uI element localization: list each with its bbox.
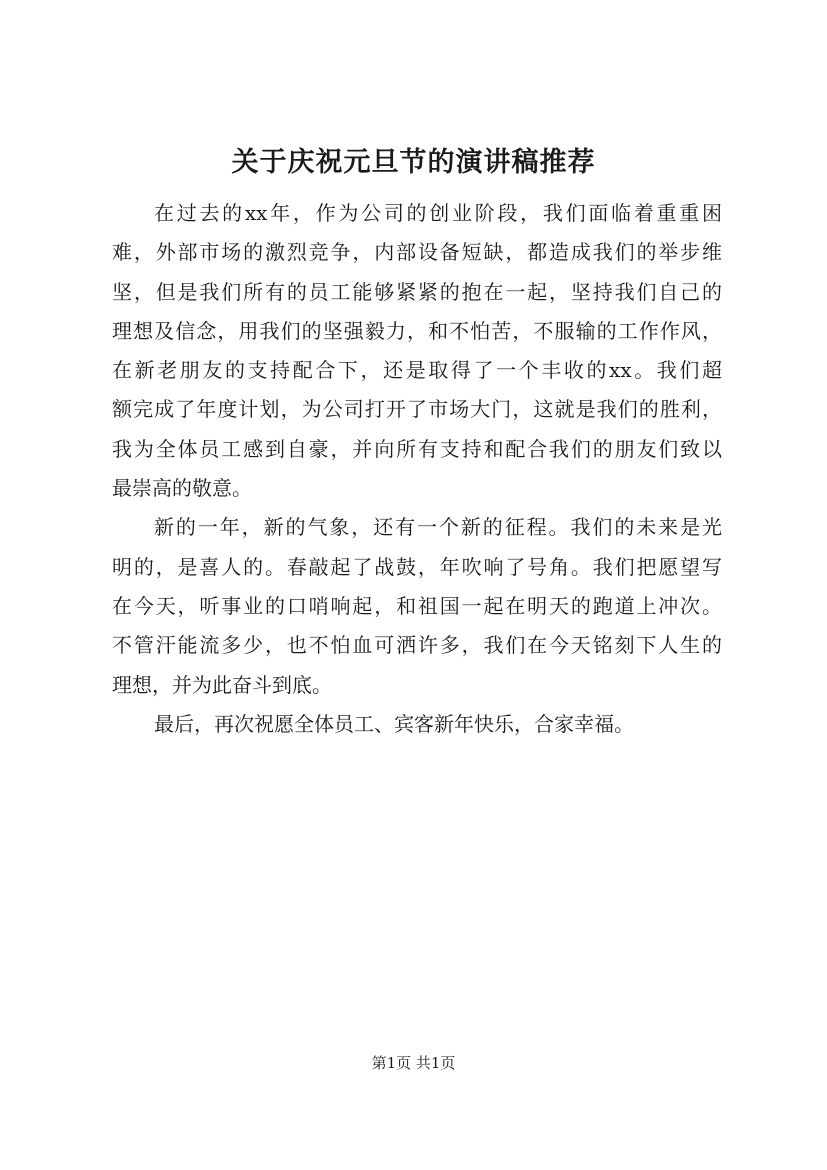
paragraph-1-line-1: 在过去的xx年，作为公司的创业阶段，我们面临着重重困 xyxy=(154,201,722,225)
paragraph-1-line-8: 最崇高的敬意。 xyxy=(112,476,252,501)
document-body xyxy=(112,194,722,744)
document-title: 关于庆祝元旦节的演讲稿推荐 xyxy=(231,147,596,178)
paragraph-1-line-4: 理想及信念，用我们的坚强毅力，和不怕苦，不服输的工作作风， xyxy=(112,318,722,343)
paragraph-1-line-6: 额完成了年度计划，为公司打开了市场大门，这就是我们的胜利， xyxy=(112,397,722,422)
paragraph-1-line-3: 坚，但是我们所有的员工能够紧紧的抱在一起，坚持我们自己的 xyxy=(112,279,722,304)
paragraph-2-line-1: 新的一年，新的气象，还有一个新的征程。我们的未来是光 xyxy=(154,515,722,540)
paragraph-2-line-2: 明的，是喜人的。春敲起了战鼓，年吹响了号角。我们把愿望写 xyxy=(112,554,722,579)
page-footer: 第1页 共1页 xyxy=(371,1054,456,1072)
paragraph-3-line-1: 最后，再次祝愿全体员工、宾客新年快乐，合家幸福。 xyxy=(154,711,634,736)
paragraph-1-line-7: 我为全体员工感到自豪，并向所有支持和配合我们的朋友们致以 xyxy=(112,436,722,461)
paragraph-2-line-3: 在今天，听事业的口哨响起，和祖国一起在明天的跑道上冲次。 xyxy=(112,593,722,618)
paragraph-2-line-4: 不管汗能流多少，也不怕血可洒许多，我们在今天铭刻下人生的 xyxy=(112,633,722,658)
paragraph-1-line-2: 难，外部市场的激烈竞争，内部设备短缺，都造成我们的举步维 xyxy=(112,240,722,265)
paragraph-1-line-5: 在新老朋友的支持配合下，还是取得了一个丰收的xx。我们超 xyxy=(112,358,722,383)
paragraph-2-line-5: 理想，并为此奋斗到底。 xyxy=(112,672,332,697)
